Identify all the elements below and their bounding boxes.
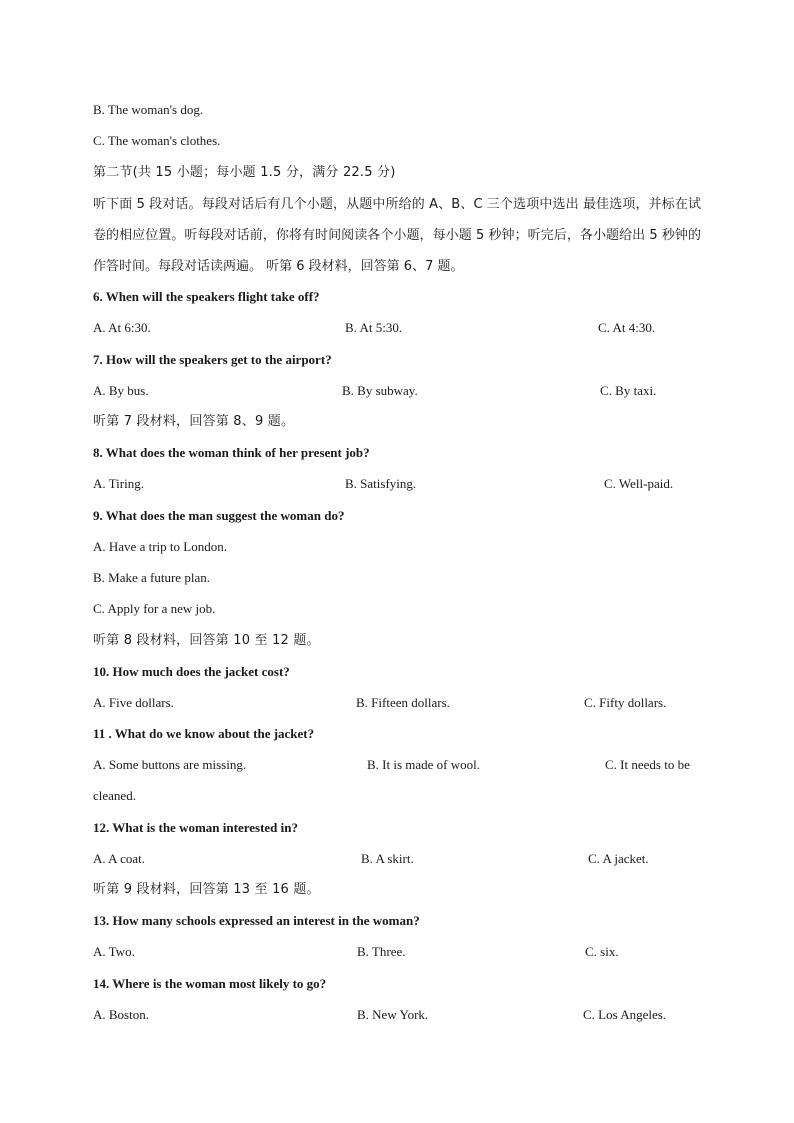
q6-option-a: A. At 6:30. — [93, 320, 151, 335]
question-8: 8. What does the woman think of her present job? — [93, 445, 370, 460]
section2-heading: 第二节(共 15 小题；每小题 1.5 分，满分 22.5 分) — [93, 165, 396, 180]
question-13: 13. How many schools expressed an interest in the woman? — [93, 913, 420, 928]
q13-option-a: A. Two. — [93, 944, 135, 959]
question-10: 10. How much does the jacket cost? — [93, 664, 290, 679]
q10-option-c: C. Fifty dollars. — [584, 695, 667, 710]
q11-option-c-continued: cleaned. — [93, 788, 136, 803]
q12-option-b: B. A skirt. — [361, 851, 414, 866]
q9-option-b: B. Make a future plan. — [93, 570, 210, 585]
q11-option-a: A. Some buttons are missing. — [93, 757, 247, 772]
q13-option-c: C. six. — [585, 944, 619, 959]
q9-option-a: A. Have a trip to London. — [93, 539, 227, 554]
q6-option-c: C. At 4:30. — [598, 320, 656, 335]
passage-7-note: 听第 7 段材料，回答第 8、9 题。 — [93, 414, 295, 429]
q7-option-b: B. By subway. — [342, 383, 418, 398]
q6-option-b: B. At 5:30. — [345, 320, 403, 335]
q8-option-c: C. Well-paid. — [604, 476, 674, 491]
q7-option-a: A. By bus. — [93, 383, 149, 398]
question-6: 6. When will the speakers flight take off? — [93, 289, 320, 304]
option-c-clothes: C. The woman's clothes. — [93, 133, 221, 148]
q14-option-c: C. Los Angeles. — [583, 1007, 667, 1022]
question-9: 9. What does the man suggest the woman do? — [93, 508, 345, 523]
q10-option-a: A. Five dollars. — [93, 695, 174, 710]
passage-8-note: 听第 8 段材料，回答第 10 至 12 题。 — [93, 633, 320, 648]
q8-option-b: B. Satisfying. — [345, 476, 417, 491]
option-b-dog: B. The woman's dog. — [93, 102, 204, 117]
question-11: 11 . What do we know about the jacket? — [93, 726, 315, 741]
q14-option-a: A. Boston. — [93, 1007, 149, 1022]
question-12: 12. What is the woman interested in? — [93, 820, 298, 835]
passage-9-note: 听第 9 段材料，回答第 13 至 16 题。 — [93, 882, 320, 897]
q14-option-b: B. New York. — [357, 1007, 429, 1022]
section2-instructions: 听下面 5 段对话。每段对话后有几个小题，从题中所给的 A、B、C 三个选项中选出 最佳选项，并标在试卷的相应位置。听每段对话前，你将有时间阅读各个小题，每小题 5 秒钟；听完后，各小题给出 5 秒钟的作答时间。每段对话读两遍。 听第 6 段材料，回答第 6、7 题。 — [93, 197, 701, 274]
q12-option-c: C. A jacket. — [588, 851, 649, 866]
q11-option-b: B. It is made of wool. — [367, 757, 481, 772]
q8-option-a: A. Tiring. — [93, 476, 144, 491]
question-7: 7. How will the speakers get to the airport? — [93, 352, 332, 367]
q11-option-c: C. It needs to be — [605, 757, 690, 772]
q9-option-c: C. Apply for a new job. — [93, 601, 216, 616]
q12-option-a: A. A coat. — [93, 851, 145, 866]
question-14: 14. Where is the woman most likely to go? — [93, 976, 327, 991]
q13-option-b: B. Three. — [357, 944, 406, 959]
q7-option-c: C. By taxi. — [600, 383, 657, 398]
q10-option-b: B. Fifteen dollars. — [356, 695, 450, 710]
